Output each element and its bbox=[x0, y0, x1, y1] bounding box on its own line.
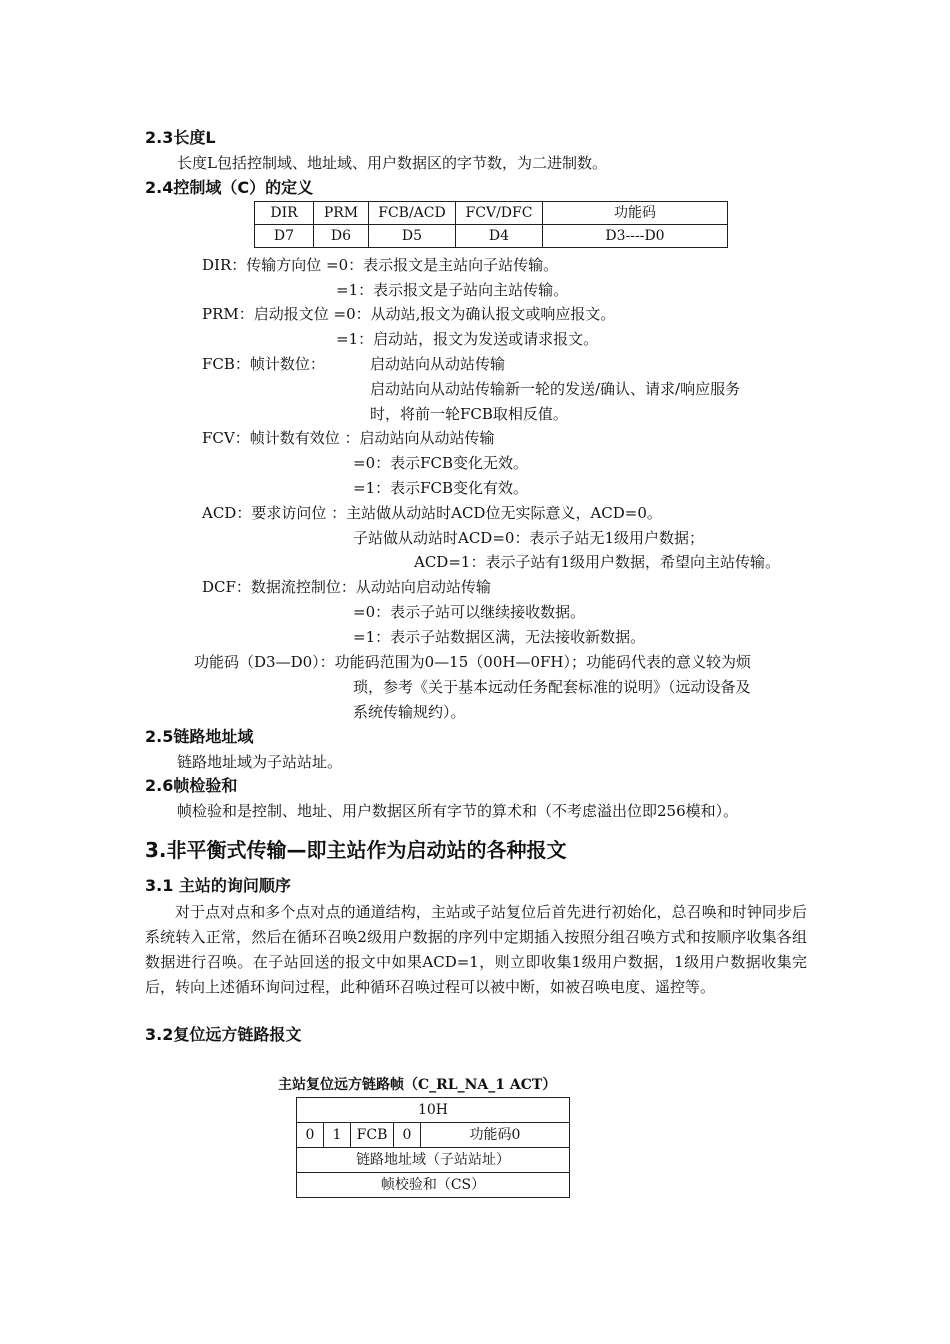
frame-checksum: 帧校验和（CS） bbox=[297, 1173, 570, 1198]
section-2-5-heading: 2.5链路地址域 bbox=[145, 727, 254, 746]
section-2-5-text: 链路地址域为子站站址。 bbox=[177, 753, 343, 771]
frame-function-code: 功能码0 bbox=[421, 1123, 570, 1148]
prm-line-1: PRM：启动报文位 =0：从动站,报文为确认报文或响应报文。 bbox=[202, 305, 616, 323]
cell-dir: DIR bbox=[255, 202, 314, 225]
cell-function-code: 功能码 bbox=[543, 202, 728, 225]
section-3-1-paragraph: 对于点对点和多个点对点的通道结构，主站或子站复位后首先进行初始化，总召唤和时钟同步后系统转入正常，然后在循环召唤2级用户数据的序列中定期插入按照分组召唤方式和按顺序收集各组数据进行召唤。在子站回送的报文中如果ACD=1，则立即收集1级用户数据，1级用户数据收集完后，转向上述循环询问过程，此种循环召唤过程可以被中断，如被召唤电度、遥控等。 bbox=[145, 903, 807, 996]
func-line-2: 琐，参考《关于基本远动任务配套标准的说明》（远动设备及 bbox=[353, 678, 751, 696]
cell-d3-d0: D3----D0 bbox=[543, 225, 728, 248]
dir-line-2: =1：表示报文是子站向主站传输。 bbox=[336, 281, 569, 299]
fcb-line-2: 启动站向从动站传输 bbox=[370, 355, 506, 373]
frame-bit-fcb: FCB bbox=[351, 1123, 394, 1148]
dcf-line-3: =1：表示子站数据区满，无法接收新数据。 bbox=[353, 628, 646, 646]
fcb-line-4: 时，将前一轮FCB取相反值。 bbox=[370, 405, 568, 423]
frame-bit-dir: 0 bbox=[297, 1123, 324, 1148]
fcv-line-1: FCV：帧计数有效位 ：启动站向从动站传输 bbox=[202, 429, 495, 447]
frame-bit-prm: 1 bbox=[324, 1123, 351, 1148]
func-line-1: 功能码（D3—D0）：功能码范围为0—15（00H—0FH）；功能码代表的意义较为烦 bbox=[194, 653, 751, 671]
section-3-2-heading: 3.2复位远方链路报文 bbox=[145, 1025, 302, 1044]
dcf-line-1: DCF：数据流控制位：从动站向启动站传输 bbox=[202, 578, 491, 596]
reset-link-frame-table bbox=[296, 1097, 570, 1198]
control-field-table bbox=[254, 201, 728, 248]
dcf-line-2: =0：表示子站可以继续接收数据。 bbox=[353, 603, 586, 621]
cell-d6: D6 bbox=[314, 225, 369, 248]
section-3-1-heading: 3.1 主站的询问顺序 bbox=[145, 876, 291, 895]
section-2-3-text: 长度L包括控制域、地址域、用户数据区的字节数，为二进制数。 bbox=[177, 154, 607, 172]
cell-d7: D7 bbox=[255, 225, 314, 248]
section-2-4-heading: 2.4控制域（C）的定义 bbox=[145, 178, 314, 197]
frame-caption: 主站复位远方链路帧（C_RL_NA_1 ACT） bbox=[278, 1077, 557, 1093]
dir-line-1: DIR：传输方向位 =0：表示报文是主站向子站传输。 bbox=[202, 256, 559, 274]
section-2-3-heading: 2.3长度L bbox=[145, 128, 216, 147]
frame-link-address: 链路地址域（子站站址） bbox=[297, 1148, 570, 1173]
section-2-6-heading: 2.6帧检验和 bbox=[145, 776, 238, 795]
acd-line-1: ACD：要求访问位 ：主站做从动站时ACD位无实际意义，ACD=0。 bbox=[202, 504, 662, 522]
acd-line-2: 子站做从动站时ACD=0：表示子站无1级用户数据； bbox=[353, 529, 704, 547]
prm-line-2: =1：启动站，报文为发送或请求报文。 bbox=[336, 330, 599, 348]
fcv-line-3: =1：表示FCB变化有效。 bbox=[353, 479, 529, 497]
section-3-heading: 3.非平衡式传输—即主站作为启动站的各种报文 bbox=[145, 838, 567, 862]
cell-fcv-dfc: FCV/DFC bbox=[456, 202, 543, 225]
fcb-line-1: FCB：帧计数位： bbox=[202, 355, 325, 373]
fcb-line-3: 启动站向从动站传输新一轮的发送/确认、请求/响应服务 bbox=[370, 380, 741, 398]
cell-fcb-acd: FCB/ACD bbox=[369, 202, 456, 225]
frame-bit-fcv: 0 bbox=[394, 1123, 421, 1148]
acd-line-3: ACD=1：表示子站有1级用户数据，希望向主站传输。 bbox=[414, 553, 780, 571]
func-line-3: 系统传输规约）。 bbox=[353, 703, 466, 721]
cell-d5: D5 bbox=[369, 225, 456, 248]
cell-d4: D4 bbox=[456, 225, 543, 248]
section-2-6-text: 帧检验和是控制、地址、用户数据区所有字节的算术和（不考虑溢出位即256模和）。 bbox=[177, 802, 739, 820]
fcv-line-2: =0：表示FCB变化无效。 bbox=[353, 454, 529, 472]
frame-start-byte: 10H bbox=[297, 1098, 570, 1123]
cell-prm: PRM bbox=[314, 202, 369, 225]
